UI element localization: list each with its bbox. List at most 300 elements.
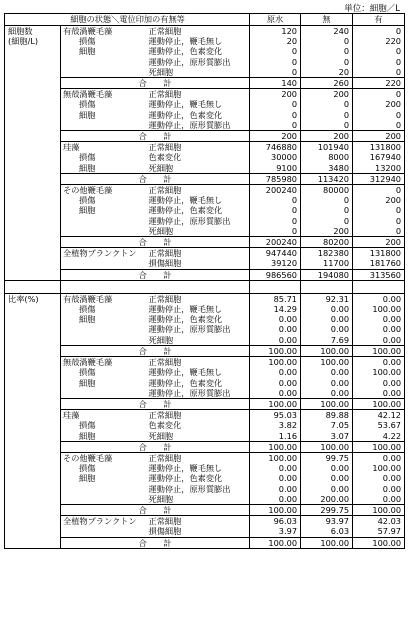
section-label-cell bbox=[5, 463, 61, 473]
table-row bbox=[5, 357, 405, 368]
table-row bbox=[5, 314, 405, 324]
value-none: 80000 bbox=[301, 185, 353, 196]
total-row bbox=[5, 398, 405, 409]
value-yes: 0.00 bbox=[353, 357, 405, 368]
row-state: 運動停止，色素変化 bbox=[148, 46, 223, 57]
total-row bbox=[5, 269, 405, 280]
header-row bbox=[5, 14, 405, 26]
section-label-cell bbox=[5, 57, 61, 67]
total-label: 合 計 bbox=[61, 504, 250, 515]
table-row bbox=[5, 57, 405, 67]
table-row bbox=[5, 226, 405, 237]
total-row bbox=[5, 441, 405, 452]
value-raw: 0.00 bbox=[250, 473, 301, 483]
value-raw: 0 bbox=[250, 99, 301, 109]
section-label-cell bbox=[5, 67, 61, 78]
section-label-cell bbox=[5, 78, 61, 89]
value-raw: 0 bbox=[250, 120, 301, 131]
table-row bbox=[5, 110, 405, 120]
value-none: 0.00 bbox=[301, 304, 353, 314]
section-label-cell bbox=[5, 248, 61, 259]
value-none: 182380 bbox=[301, 248, 353, 259]
value-yes: 100.00 bbox=[353, 367, 405, 377]
row-category: 細胞 bbox=[79, 205, 96, 216]
section-label-cell bbox=[5, 205, 61, 215]
value-raw: 96.03 bbox=[250, 516, 301, 527]
row-category: 有殻渦鞭毛藻 bbox=[63, 26, 113, 36]
row-category: 細胞 bbox=[79, 162, 96, 173]
section-label-cell bbox=[5, 152, 61, 162]
row-state: 運動停止，原形質膨出 bbox=[148, 119, 231, 130]
total-raw: 140 bbox=[250, 78, 301, 89]
section-label-cell bbox=[5, 110, 61, 120]
value-raw: 0.00 bbox=[250, 388, 301, 399]
table-row bbox=[5, 26, 405, 37]
value-raw: 200 bbox=[250, 89, 301, 100]
total-row bbox=[5, 78, 405, 89]
value-yes: 0 bbox=[353, 67, 405, 78]
row-state: 正常細胞 bbox=[147, 452, 250, 463]
value-none: 0 bbox=[301, 120, 353, 131]
total-none: 100.00 bbox=[301, 345, 353, 356]
spacer-cell bbox=[61, 280, 250, 293]
value-none: 11700 bbox=[301, 258, 353, 269]
section-label-cell bbox=[5, 526, 61, 537]
value-none: 0.00 bbox=[301, 378, 353, 388]
value-none: 0 bbox=[301, 195, 353, 205]
row-state: 運動停止，色素変化 bbox=[148, 205, 223, 216]
row-state: 正常細胞 bbox=[147, 185, 250, 196]
value-raw: 95.03 bbox=[250, 410, 301, 421]
row-category bbox=[61, 67, 147, 78]
table-row bbox=[5, 142, 405, 153]
table-row bbox=[5, 410, 405, 421]
table-row bbox=[5, 195, 405, 205]
table-row bbox=[5, 185, 405, 196]
row-state: 運動停止，原形質膨出 bbox=[148, 215, 231, 226]
total-yes: 100.00 bbox=[353, 398, 405, 409]
total-label: 合 計 bbox=[61, 441, 250, 452]
header-none: 無 bbox=[301, 14, 353, 26]
table-row bbox=[5, 484, 405, 494]
total-none: 100.00 bbox=[301, 537, 353, 548]
row-state: 死細胞 bbox=[148, 66, 174, 77]
value-yes: 0 bbox=[353, 57, 405, 67]
value-raw: 20 bbox=[250, 36, 301, 46]
section-label-cell bbox=[5, 516, 61, 527]
table-row bbox=[5, 163, 405, 174]
section-label: 細胞数 bbox=[5, 26, 61, 37]
value-none: 7.69 bbox=[301, 335, 353, 346]
row-category: 損傷 bbox=[79, 463, 96, 474]
section-label-cell bbox=[5, 226, 61, 237]
value-yes: 0.00 bbox=[353, 378, 405, 388]
total-label: 合 計 bbox=[61, 131, 250, 142]
value-none: 6.03 bbox=[301, 526, 353, 537]
row-state: 正常細胞 bbox=[147, 516, 250, 527]
row-state: 死細胞 bbox=[148, 225, 174, 236]
value-raw: 100.00 bbox=[250, 357, 301, 368]
total-row bbox=[5, 504, 405, 515]
value-none: 8000 bbox=[301, 152, 353, 162]
table-row bbox=[5, 463, 405, 473]
table-row bbox=[5, 293, 405, 304]
total-yes: 100.00 bbox=[353, 345, 405, 356]
value-yes: 53.67 bbox=[353, 420, 405, 430]
total-none: 260 bbox=[301, 78, 353, 89]
row-category: 珪藻 bbox=[61, 410, 147, 421]
row-category: 細胞 bbox=[79, 473, 96, 484]
row-state: 正常細胞 bbox=[147, 89, 250, 100]
value-yes: 42.03 bbox=[353, 516, 405, 527]
table-row bbox=[5, 36, 405, 46]
row-category bbox=[61, 388, 147, 399]
value-none: 0 bbox=[301, 46, 353, 56]
total-none: 100.00 bbox=[301, 441, 353, 452]
table-row bbox=[5, 494, 405, 505]
row-category bbox=[61, 324, 147, 334]
value-none: 0.00 bbox=[301, 314, 353, 324]
value-raw: 1.16 bbox=[250, 431, 301, 442]
section-label-cell bbox=[5, 504, 61, 515]
value-none: 0.00 bbox=[301, 388, 353, 399]
section-label-cell bbox=[5, 484, 61, 494]
header-raw: 原水 bbox=[250, 14, 301, 26]
row-state: 色素変化 bbox=[148, 152, 182, 163]
value-none: 99.75 bbox=[301, 452, 353, 463]
table-row bbox=[5, 420, 405, 430]
value-none: 0 bbox=[301, 57, 353, 67]
value-yes: 167940 bbox=[353, 152, 405, 162]
value-yes: 0 bbox=[353, 226, 405, 237]
row-category: 細胞 bbox=[79, 46, 96, 57]
value-none: 0 bbox=[301, 205, 353, 215]
row-state: 運動停止，色素変化 bbox=[148, 109, 223, 120]
value-none: 0.00 bbox=[301, 324, 353, 334]
value-yes: 100.00 bbox=[353, 463, 405, 473]
section-label-cell bbox=[5, 269, 61, 280]
row-state: 運動停止，鞭毛無し bbox=[148, 304, 223, 315]
header-yes: 有 bbox=[353, 14, 405, 26]
value-raw: 9100 bbox=[250, 163, 301, 174]
row-category bbox=[61, 216, 147, 226]
section-label-cell bbox=[5, 131, 61, 142]
total-yes: 200 bbox=[353, 237, 405, 248]
total-raw: 200240 bbox=[250, 237, 301, 248]
value-raw: 0.00 bbox=[250, 367, 301, 377]
section-label-cell bbox=[5, 237, 61, 248]
value-yes: 0.00 bbox=[353, 293, 405, 304]
value-none: 89.88 bbox=[301, 410, 353, 421]
table-row bbox=[5, 248, 405, 259]
value-yes: 0 bbox=[353, 216, 405, 226]
section-label: 比率(%) bbox=[5, 293, 61, 304]
row-category: 無殻渦鞭毛藻 bbox=[61, 89, 147, 100]
value-none: 7.05 bbox=[301, 420, 353, 430]
total-none: 100.00 bbox=[301, 398, 353, 409]
total-label: 合 計 bbox=[61, 345, 250, 356]
table-body bbox=[5, 14, 405, 549]
section-label-cell bbox=[5, 398, 61, 409]
row-state: 損傷細胞 bbox=[148, 258, 182, 269]
row-state: 死細胞 bbox=[148, 162, 174, 173]
row-category bbox=[61, 226, 147, 237]
section-label-cell bbox=[5, 367, 61, 377]
value-raw: 0 bbox=[250, 57, 301, 67]
table-row bbox=[5, 335, 405, 346]
value-raw: 0.00 bbox=[250, 314, 301, 324]
total-none: 80200 bbox=[301, 237, 353, 248]
value-raw: 0 bbox=[250, 205, 301, 215]
table-row bbox=[5, 452, 405, 463]
section-label-cell bbox=[5, 195, 61, 205]
section-label-cell bbox=[5, 89, 61, 100]
row-category: 細胞 bbox=[79, 314, 96, 325]
value-none: 92.31 bbox=[301, 293, 353, 304]
value-none: 101940 bbox=[301, 142, 353, 153]
value-none: 0.00 bbox=[301, 473, 353, 483]
row-category bbox=[61, 484, 147, 494]
row-category: 損傷 bbox=[79, 304, 96, 315]
section-label-cell bbox=[5, 46, 61, 56]
section-label-cell bbox=[5, 537, 61, 548]
value-yes: 0.00 bbox=[353, 314, 405, 324]
value-yes: 0.00 bbox=[353, 388, 405, 399]
table-row bbox=[5, 473, 405, 483]
value-yes: 220 bbox=[353, 36, 405, 46]
section-label-cell bbox=[5, 357, 61, 368]
row-category: 損傷 bbox=[79, 36, 96, 47]
value-yes: 42.12 bbox=[353, 410, 405, 421]
value-raw: 120 bbox=[250, 26, 301, 37]
table-row bbox=[5, 67, 405, 78]
total-row bbox=[5, 173, 405, 184]
value-none: 0 bbox=[301, 99, 353, 109]
section-label-cell bbox=[5, 173, 61, 184]
value-yes: 181760 bbox=[353, 258, 405, 269]
spacer-cell bbox=[250, 280, 301, 293]
row-state: 死細胞 bbox=[148, 334, 174, 345]
value-none: 100.00 bbox=[301, 357, 353, 368]
value-yes: 0 bbox=[353, 26, 405, 37]
row-category bbox=[61, 120, 147, 131]
total-raw: 100.00 bbox=[250, 441, 301, 452]
value-yes: 0 bbox=[353, 110, 405, 120]
row-category: 損傷 bbox=[79, 367, 96, 378]
table-row bbox=[5, 46, 405, 56]
total-label: 合 計 bbox=[61, 237, 250, 248]
table-row bbox=[5, 378, 405, 388]
value-raw: 0 bbox=[250, 216, 301, 226]
spacer-cell bbox=[5, 280, 61, 293]
total-row bbox=[5, 537, 405, 548]
row-category: 珪藻 bbox=[61, 142, 147, 153]
row-category: 細胞 bbox=[79, 377, 96, 388]
row-state: 正常細胞 bbox=[148, 26, 182, 36]
row-state: 運動停止，鞭毛無し bbox=[148, 367, 223, 378]
value-raw: 0 bbox=[250, 226, 301, 237]
section-label-cell bbox=[5, 473, 61, 483]
value-yes: 100.00 bbox=[353, 304, 405, 314]
row-category: 損傷 bbox=[79, 152, 96, 163]
section-label-cell bbox=[5, 185, 61, 196]
table-row bbox=[5, 526, 405, 537]
value-yes: 0 bbox=[353, 120, 405, 131]
table-row bbox=[5, 388, 405, 399]
row-category: 損傷 bbox=[79, 99, 96, 110]
value-raw: 0.00 bbox=[250, 378, 301, 388]
value-raw: 0 bbox=[250, 195, 301, 205]
section-label-cell bbox=[5, 163, 61, 174]
total-yes: 100.00 bbox=[353, 441, 405, 452]
row-state: 死細胞 bbox=[148, 430, 174, 441]
row-state: 色素変化 bbox=[148, 420, 182, 431]
table-row bbox=[5, 152, 405, 162]
total-row bbox=[5, 131, 405, 142]
spacer-cell bbox=[301, 280, 353, 293]
row-state: 死細胞 bbox=[148, 493, 174, 504]
section-label-cell bbox=[5, 142, 61, 153]
section-label-cell bbox=[5, 216, 61, 226]
row-category bbox=[61, 57, 147, 67]
value-raw: 39120 bbox=[250, 258, 301, 269]
row-category: その他鞭毛藻 bbox=[61, 185, 147, 196]
total-yes: 100.00 bbox=[353, 537, 405, 548]
row-state: 運動停止，原形質膨出 bbox=[148, 387, 231, 398]
value-none: 3480 bbox=[301, 163, 353, 174]
value-yes: 0.00 bbox=[353, 484, 405, 494]
value-none: 93.97 bbox=[301, 516, 353, 527]
value-yes: 131800 bbox=[353, 142, 405, 153]
total-raw: 986560 bbox=[250, 269, 301, 280]
total-none: 113420 bbox=[301, 173, 353, 184]
value-raw: 14.29 bbox=[250, 304, 301, 314]
row-category: 全植物プランクトン bbox=[61, 516, 147, 527]
value-none: 200 bbox=[301, 89, 353, 100]
value-yes: 0 bbox=[353, 185, 405, 196]
section-label-cell bbox=[5, 441, 61, 452]
section-label-cell bbox=[5, 258, 61, 269]
row-category: 細胞 bbox=[79, 430, 96, 441]
value-raw: 85.71 bbox=[250, 293, 301, 304]
value-none: 200.00 bbox=[301, 494, 353, 505]
section-label-cell bbox=[5, 420, 61, 430]
value-yes: 0.00 bbox=[353, 452, 405, 463]
value-raw: 0.00 bbox=[250, 484, 301, 494]
value-yes: 200 bbox=[353, 99, 405, 109]
row-state: 運動停止，鞭毛無し bbox=[148, 99, 223, 110]
value-none: 0 bbox=[301, 110, 353, 120]
row-category: 細胞 bbox=[79, 109, 96, 120]
row-category bbox=[61, 258, 147, 269]
total-none: 299.75 bbox=[301, 504, 353, 515]
total-yes: 200 bbox=[353, 131, 405, 142]
row-state: 正常細胞 bbox=[147, 248, 250, 259]
section-label-cell bbox=[5, 314, 61, 324]
row-state: 損傷細胞 bbox=[148, 526, 182, 537]
total-yes: 100.00 bbox=[353, 504, 405, 515]
section-label-cell bbox=[5, 345, 61, 356]
row-state: 運動停止，色素変化 bbox=[148, 473, 223, 484]
data-table bbox=[4, 13, 405, 549]
value-yes: 0.00 bbox=[353, 473, 405, 483]
section-label-cell bbox=[5, 431, 61, 442]
table-row bbox=[5, 89, 405, 100]
value-raw: 30000 bbox=[250, 152, 301, 162]
total-raw: 200 bbox=[250, 131, 301, 142]
section-spacer bbox=[5, 280, 405, 293]
row-state: 運動停止，原形質膨出 bbox=[148, 324, 231, 335]
value-raw: 0.00 bbox=[250, 494, 301, 505]
table-row bbox=[5, 216, 405, 226]
total-label: 合 計 bbox=[61, 173, 250, 184]
total-yes: 220 bbox=[353, 78, 405, 89]
total-none: 194080 bbox=[301, 269, 353, 280]
table-row bbox=[5, 516, 405, 527]
row-category bbox=[61, 526, 147, 537]
total-raw: 100.00 bbox=[250, 345, 301, 356]
value-yes: 57.97 bbox=[353, 526, 405, 537]
section-label-cell bbox=[5, 494, 61, 505]
table-row bbox=[5, 99, 405, 109]
value-none: 0.00 bbox=[301, 484, 353, 494]
value-none: 0.00 bbox=[301, 367, 353, 377]
row-category: 損傷 bbox=[79, 195, 96, 206]
value-raw: 200240 bbox=[250, 185, 301, 196]
row-state: 運動停止，原形質膨出 bbox=[148, 483, 231, 494]
value-yes: 13200 bbox=[353, 163, 405, 174]
table-row bbox=[5, 324, 405, 334]
value-yes: 0.00 bbox=[353, 335, 405, 346]
total-yes: 312940 bbox=[353, 173, 405, 184]
total-raw: 100.00 bbox=[250, 504, 301, 515]
section-label-sub: (細胞/L) bbox=[5, 36, 61, 46]
row-state: 運動停止，鞭毛無し bbox=[148, 36, 223, 47]
section-label-cell bbox=[5, 388, 61, 399]
row-category: その他鞭毛藻 bbox=[61, 452, 147, 463]
section-label-cell bbox=[5, 378, 61, 388]
value-yes: 0.00 bbox=[353, 494, 405, 505]
value-none: 3.07 bbox=[301, 431, 353, 442]
row-category: 有殻渦鞭毛藻 bbox=[61, 293, 147, 304]
row-state: 正常細胞 bbox=[147, 142, 250, 153]
row-state: 運動停止，色素変化 bbox=[148, 377, 223, 388]
total-raw: 100.00 bbox=[250, 537, 301, 548]
value-raw: 0 bbox=[250, 67, 301, 78]
value-raw: 0.00 bbox=[250, 335, 301, 346]
section-label-cell bbox=[5, 99, 61, 109]
row-category bbox=[61, 494, 147, 505]
header-label: 細胞の状態＼電位印加の有無等 bbox=[5, 14, 250, 26]
row-category: 損傷 bbox=[79, 420, 96, 431]
value-raw: 100.00 bbox=[250, 452, 301, 463]
value-raw: 0 bbox=[250, 110, 301, 120]
value-raw: 0 bbox=[250, 46, 301, 56]
value-none: 20 bbox=[301, 67, 353, 78]
value-yes: 4.22 bbox=[353, 431, 405, 442]
total-yes: 313560 bbox=[353, 269, 405, 280]
section-label-cell bbox=[5, 335, 61, 346]
section-label-cell bbox=[5, 452, 61, 463]
total-row bbox=[5, 237, 405, 248]
row-category: 全植物プランクトン bbox=[61, 248, 147, 259]
value-none: 200 bbox=[301, 226, 353, 237]
row-state: 正常細胞 bbox=[147, 293, 250, 304]
total-label: 合 計 bbox=[61, 78, 250, 89]
value-raw: 3.82 bbox=[250, 420, 301, 430]
value-yes: 0 bbox=[353, 46, 405, 56]
value-none: 240 bbox=[301, 26, 353, 37]
